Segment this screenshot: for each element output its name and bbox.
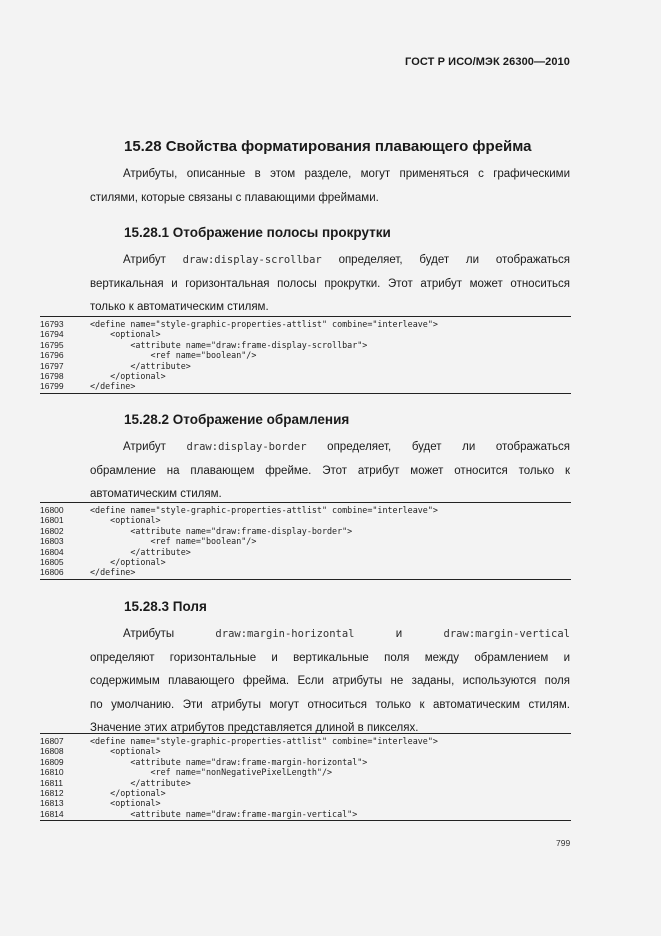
code-text: </attribute> [90, 777, 191, 788]
attribute-name: draw:margin-vertical [443, 628, 570, 640]
para-line: содержимым плавающего фрейма. Если атрибуты не заданы, используются поля [90, 675, 570, 687]
code-text: <attribute name="draw:frame-display-scrollbar"> [90, 339, 368, 350]
code-listing-3 [40, 733, 571, 821]
line-number: 16806 [40, 567, 64, 578]
code-line [40, 767, 571, 777]
line-number: 16797 [40, 360, 64, 371]
line-number: 16795 [40, 339, 64, 350]
code-line [40, 329, 571, 339]
page-number: 799 [556, 838, 571, 848]
code-text: <define name="style-graphic-properties-attlist" combine="interleave"> [90, 319, 438, 329]
para-line: Значение этих атрибутов представляется длиной в пикселях. [90, 722, 419, 734]
line-number: 16810 [40, 767, 64, 778]
line-number: 16801 [40, 515, 64, 526]
line-number: 16807 [40, 736, 64, 746]
code-text: </optional> [90, 556, 166, 567]
subsection-1-text [90, 249, 570, 320]
code-text: <ref name="nonNegativePixelLength"/> [90, 767, 333, 778]
section-title: 15.28 Свойства форматирования плавающего фрейма [124, 138, 532, 155]
code-text: </define> [90, 567, 136, 578]
code-line [40, 798, 571, 808]
code-line [40, 536, 571, 546]
code-line [40, 736, 571, 746]
para-line: только к автоматическим стилям. [90, 301, 269, 313]
line-number: 16800 [40, 505, 64, 515]
para-line: автоматическим стилям. [90, 488, 222, 500]
code-listing-1 [40, 316, 571, 394]
code-line [40, 381, 571, 391]
text-run: определяет, будет ли отображаться [321, 254, 570, 266]
line-number: 16799 [40, 381, 64, 392]
subsection-2-title: 15.28.2 Отображение обрамления [124, 412, 350, 427]
code-text: </define> [90, 381, 136, 392]
subsection-1-title: 15.28.1 Отображение полосы прокрутки [124, 225, 391, 240]
code-text: <define name="style-graphic-properties-attlist" combine="interleave"> [90, 505, 438, 515]
line-number: 16808 [40, 746, 64, 757]
line-number: 16798 [40, 370, 64, 381]
subsection-3-title: 15.28.3 Поля [124, 599, 207, 614]
para-line: определяют горизонтальные и вертикальные поля между обрамлением и [90, 651, 570, 664]
code-line [40, 340, 571, 350]
code-line [40, 557, 571, 567]
code-text: <optional> [90, 746, 161, 757]
code-text: <attribute name="draw:frame-display-border"> [90, 525, 353, 536]
para-line [90, 623, 570, 647]
line-number: 16811 [40, 777, 64, 788]
document-header: ГОСТ Р ИСО/МЭК 26300—2010 [405, 56, 570, 68]
para-line [90, 249, 570, 273]
attribute-name: draw:display-border [186, 441, 307, 453]
line-number: 16809 [40, 756, 64, 767]
code-line [40, 567, 571, 577]
code-line [40, 547, 571, 557]
text-run: Атрибут [123, 254, 183, 266]
line-number: 16794 [40, 329, 64, 340]
line-number: 16812 [40, 787, 64, 798]
code-text: </attribute> [90, 360, 191, 371]
code-line [40, 319, 571, 329]
code-text: </optional> [90, 370, 166, 381]
section-intro [90, 163, 570, 210]
code-text: <attribute name="draw:frame-margin-horizontal"> [90, 756, 368, 767]
code-line [40, 350, 571, 360]
line-number: 16796 [40, 350, 64, 361]
subsection-3-text [90, 623, 570, 741]
code-text: <optional> [90, 329, 161, 340]
code-line [40, 526, 571, 536]
code-text: </attribute> [90, 546, 191, 557]
line-number: 16804 [40, 546, 64, 557]
text-run: Атрибуты [123, 628, 175, 640]
code-text: <ref name="boolean"/> [90, 350, 257, 361]
code-line [40, 505, 571, 515]
code-line [40, 809, 571, 819]
code-text: </optional> [90, 787, 166, 798]
text-run: Атрибут [123, 441, 187, 453]
code-line [40, 361, 571, 371]
code-line [40, 746, 571, 756]
code-line [40, 371, 571, 381]
subsection-2-text [90, 436, 570, 507]
para-line: вертикальная и горизонтальная полосы прокрутки. Этот атрибут может относиться [90, 277, 570, 290]
code-line [40, 778, 571, 788]
code-text: <optional> [90, 515, 161, 526]
line-number: 16814 [40, 808, 64, 819]
attribute-name: draw:margin-horizontal [215, 628, 355, 640]
para-line: обрамление на плавающем фрейме. Этот атрибут может относится только к [90, 464, 570, 477]
code-line [40, 757, 571, 767]
code-text: <ref name="boolean"/> [90, 536, 257, 547]
code-listing-2 [40, 502, 571, 580]
line-number: 16793 [40, 319, 64, 329]
intro-line: Атрибуты, описанные в этом разделе, могут применяться с графическими [123, 168, 570, 180]
code-text: <define name="style-graphic-properties-attlist" combine="interleave"> [90, 736, 438, 746]
intro-line: стилями, которые связаны с плавающими фреймами. [90, 191, 379, 204]
line-number: 16805 [40, 556, 64, 567]
para-line: по умолчанию. Эти атрибуты могут относиться только к автоматическим стилям. [90, 698, 570, 711]
attribute-name: draw:display-scrollbar [182, 254, 322, 266]
line-number: 16803 [40, 536, 64, 547]
code-text: <optional> [90, 798, 161, 809]
code-line [40, 788, 571, 798]
para-line [90, 436, 570, 460]
code-text: <attribute name="draw:frame-margin-vertical"> [90, 808, 358, 819]
line-number: 16813 [40, 798, 64, 809]
text-run: и [395, 628, 403, 640]
line-number: 16802 [40, 525, 64, 536]
text-run: определяет, будет ли отображаться [306, 441, 570, 453]
code-line [40, 515, 571, 525]
